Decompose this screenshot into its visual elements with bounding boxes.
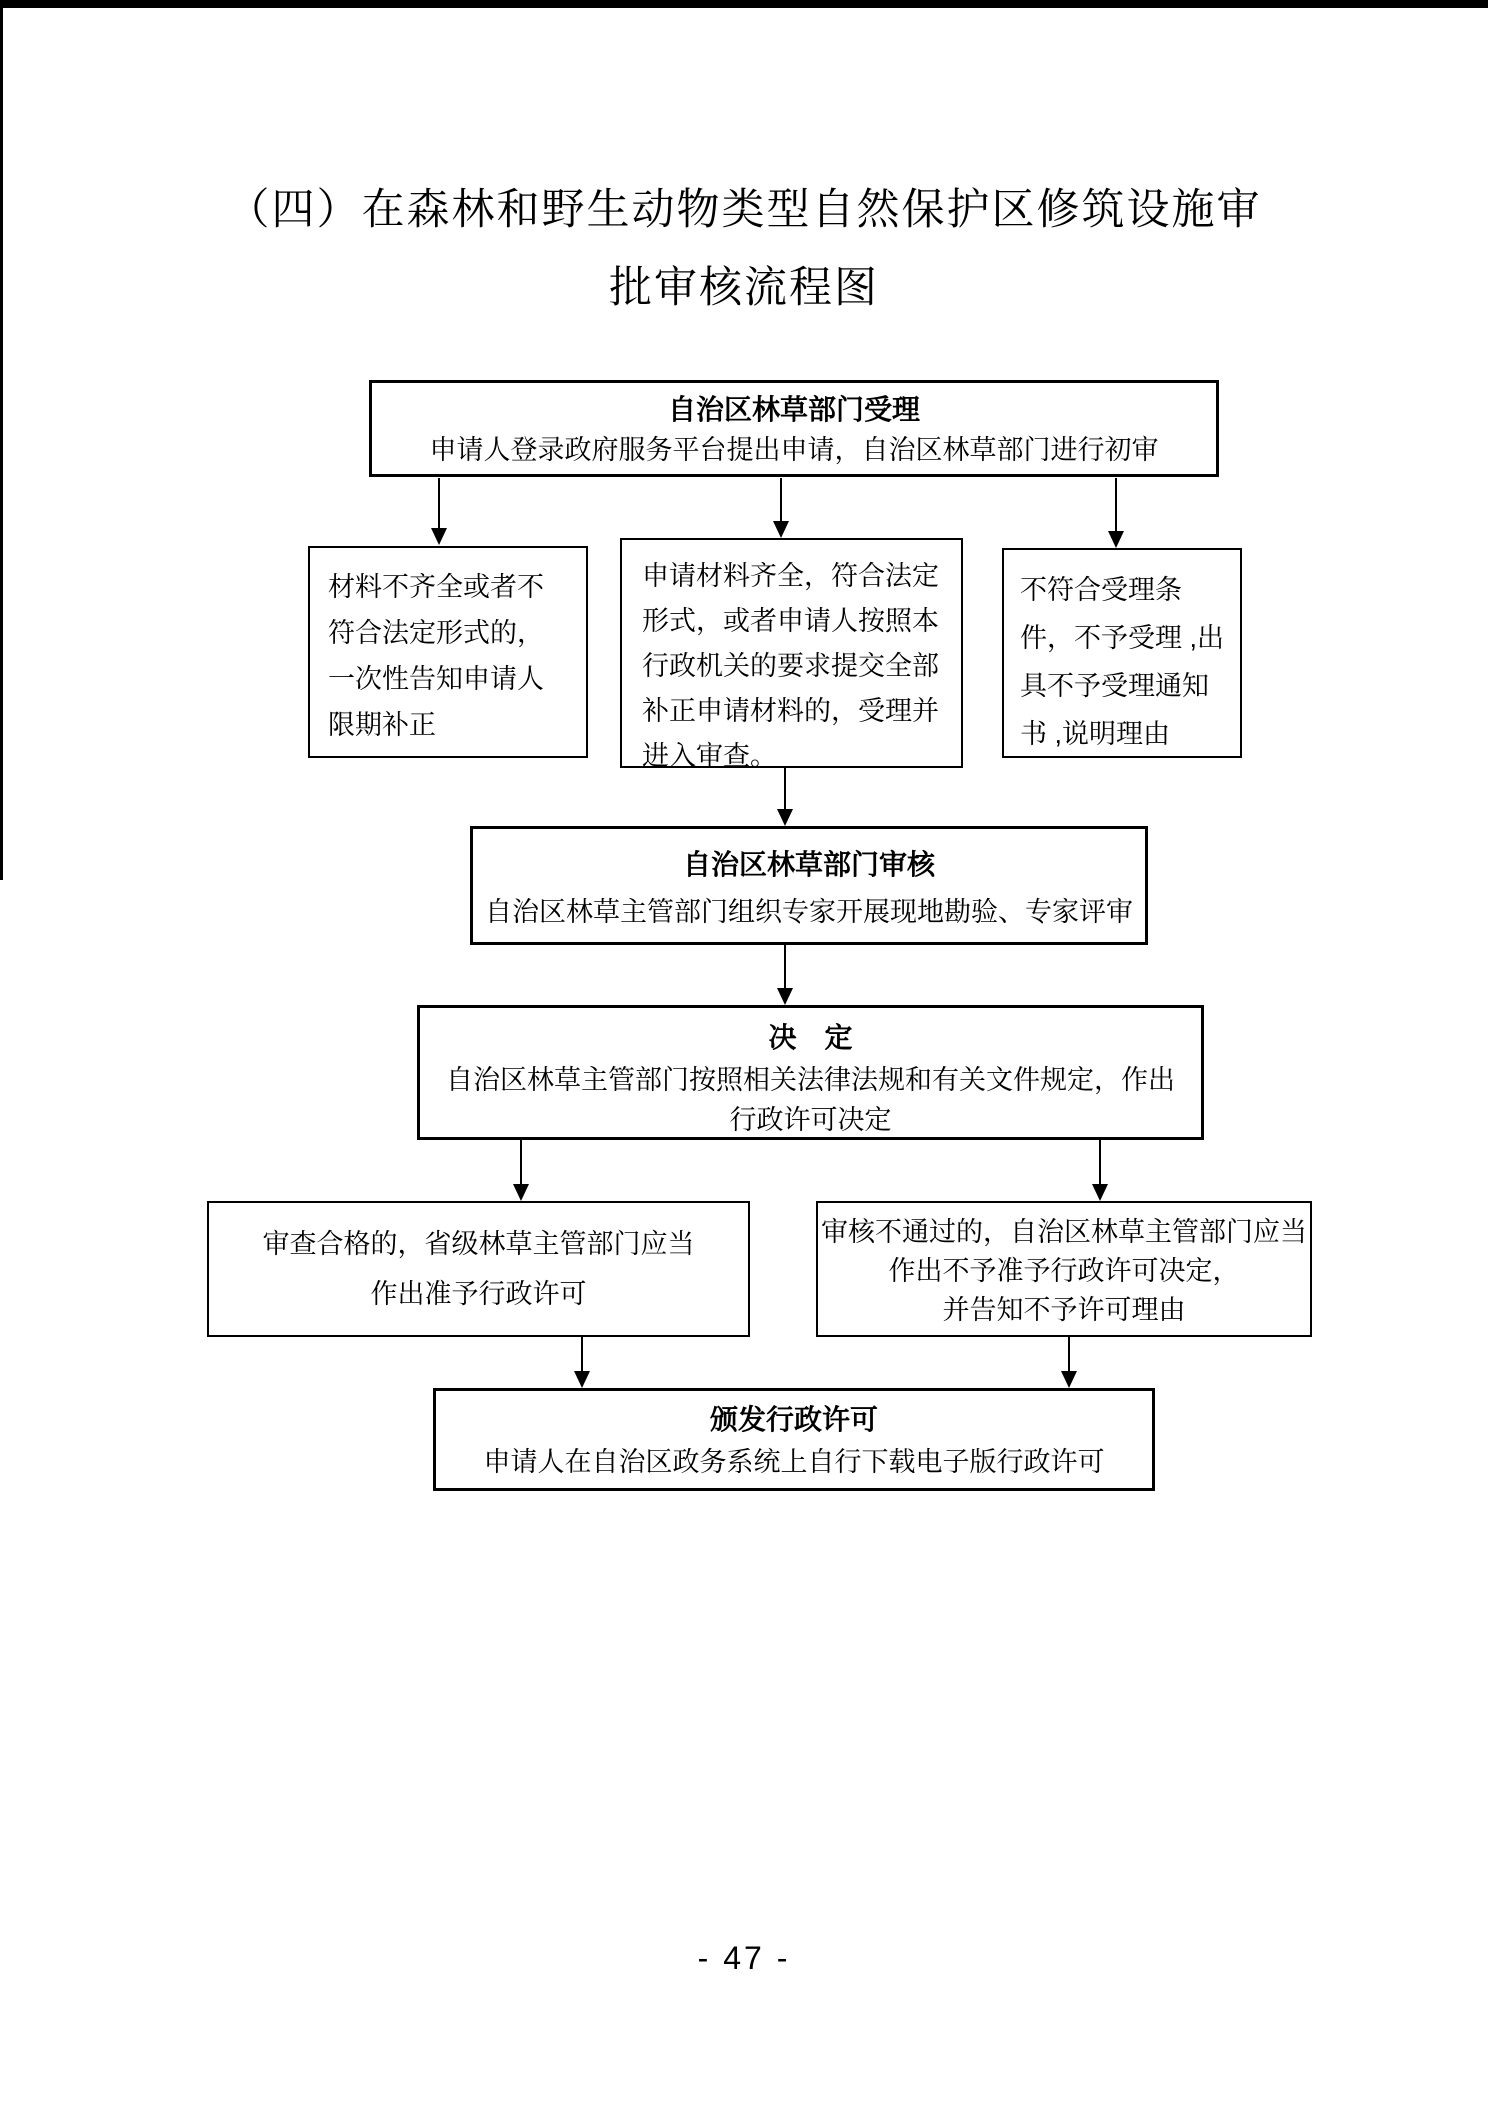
decision-box [417,1005,1204,1140]
arrow-complete-to-review [776,768,794,826]
arrow-deny-to-issue [1060,1337,1078,1388]
incomplete-box-body: 材料不齐全或者不符合法定形式的，一次性告知申请人限期补正 [328,572,544,740]
arrow-accept-to-incomplete [430,478,448,545]
issue-box [433,1388,1155,1491]
issue-box-body: 申请人在自治区政务系统上自行下载电子版行政许可 [483,1447,1105,1477]
reject-box-body: 不符合受理条件，不予受理 ,出具不予受理通知书 ,说明理由 [1020,575,1225,749]
arrow-decision-to-approve [512,1140,530,1201]
decision-box-body: 自治区林草主管部门按照相关法律法规和有关文件规定，作出行政许可决定 [446,1065,1175,1135]
incomplete-box [308,546,588,758]
complete-box-body: 申请材料齐全，符合法定形式，或者申请人按照本行政机关的要求提交全部补正申请材料的，受理并进入审查。 [642,561,939,771]
page-title-line1: （四）在森林和野生动物类型自然保护区修筑设施审 [226,186,1262,234]
accept-box-body: 申请人登录政府服务平台提出申请，自治区林草部门进行初审 [429,435,1159,465]
page-left-border [0,0,3,880]
arrow-accept-to-reject [1107,478,1125,548]
decision-box-title: 决 定 [768,1022,853,1053]
reject-box [1002,548,1242,758]
deny-box-line2: 作出不予准予行政许可决定， [888,1256,1240,1286]
complete-box [620,538,963,771]
approve-box-line1: 审查合格的，省级林草主管部门应当 [262,1229,695,1259]
deny-box-line1: 审核不通过的，自治区林草主管部门应当 [821,1217,1307,1247]
page-top-border [0,0,1488,8]
arrow-decision-to-deny [1091,1140,1109,1201]
review-box [470,826,1148,945]
accept-box [369,380,1219,477]
approve-box-line2: 作出准予行政许可 [370,1279,587,1309]
review-box-body: 自治区林草主管部门组织专家开展现地勘验、专家评审 [485,897,1133,927]
arrow-review-to-decision [776,945,794,1005]
review-box-title: 自治区林草部门审核 [682,849,935,880]
arrow-approve-to-issue [573,1337,591,1388]
page-title-line2: 批审核流程图 [609,264,879,312]
accept-box-title: 自治区林草部门受理 [667,394,920,425]
deny-box-line3: 并告知不予许可理由 [942,1295,1186,1325]
approve-box [207,1201,750,1337]
issue-box-title: 颁发行政许可 [709,1404,878,1435]
arrow-accept-to-complete [772,478,790,538]
deny-box [816,1201,1312,1337]
page-number: - 47 - [697,1940,791,1976]
